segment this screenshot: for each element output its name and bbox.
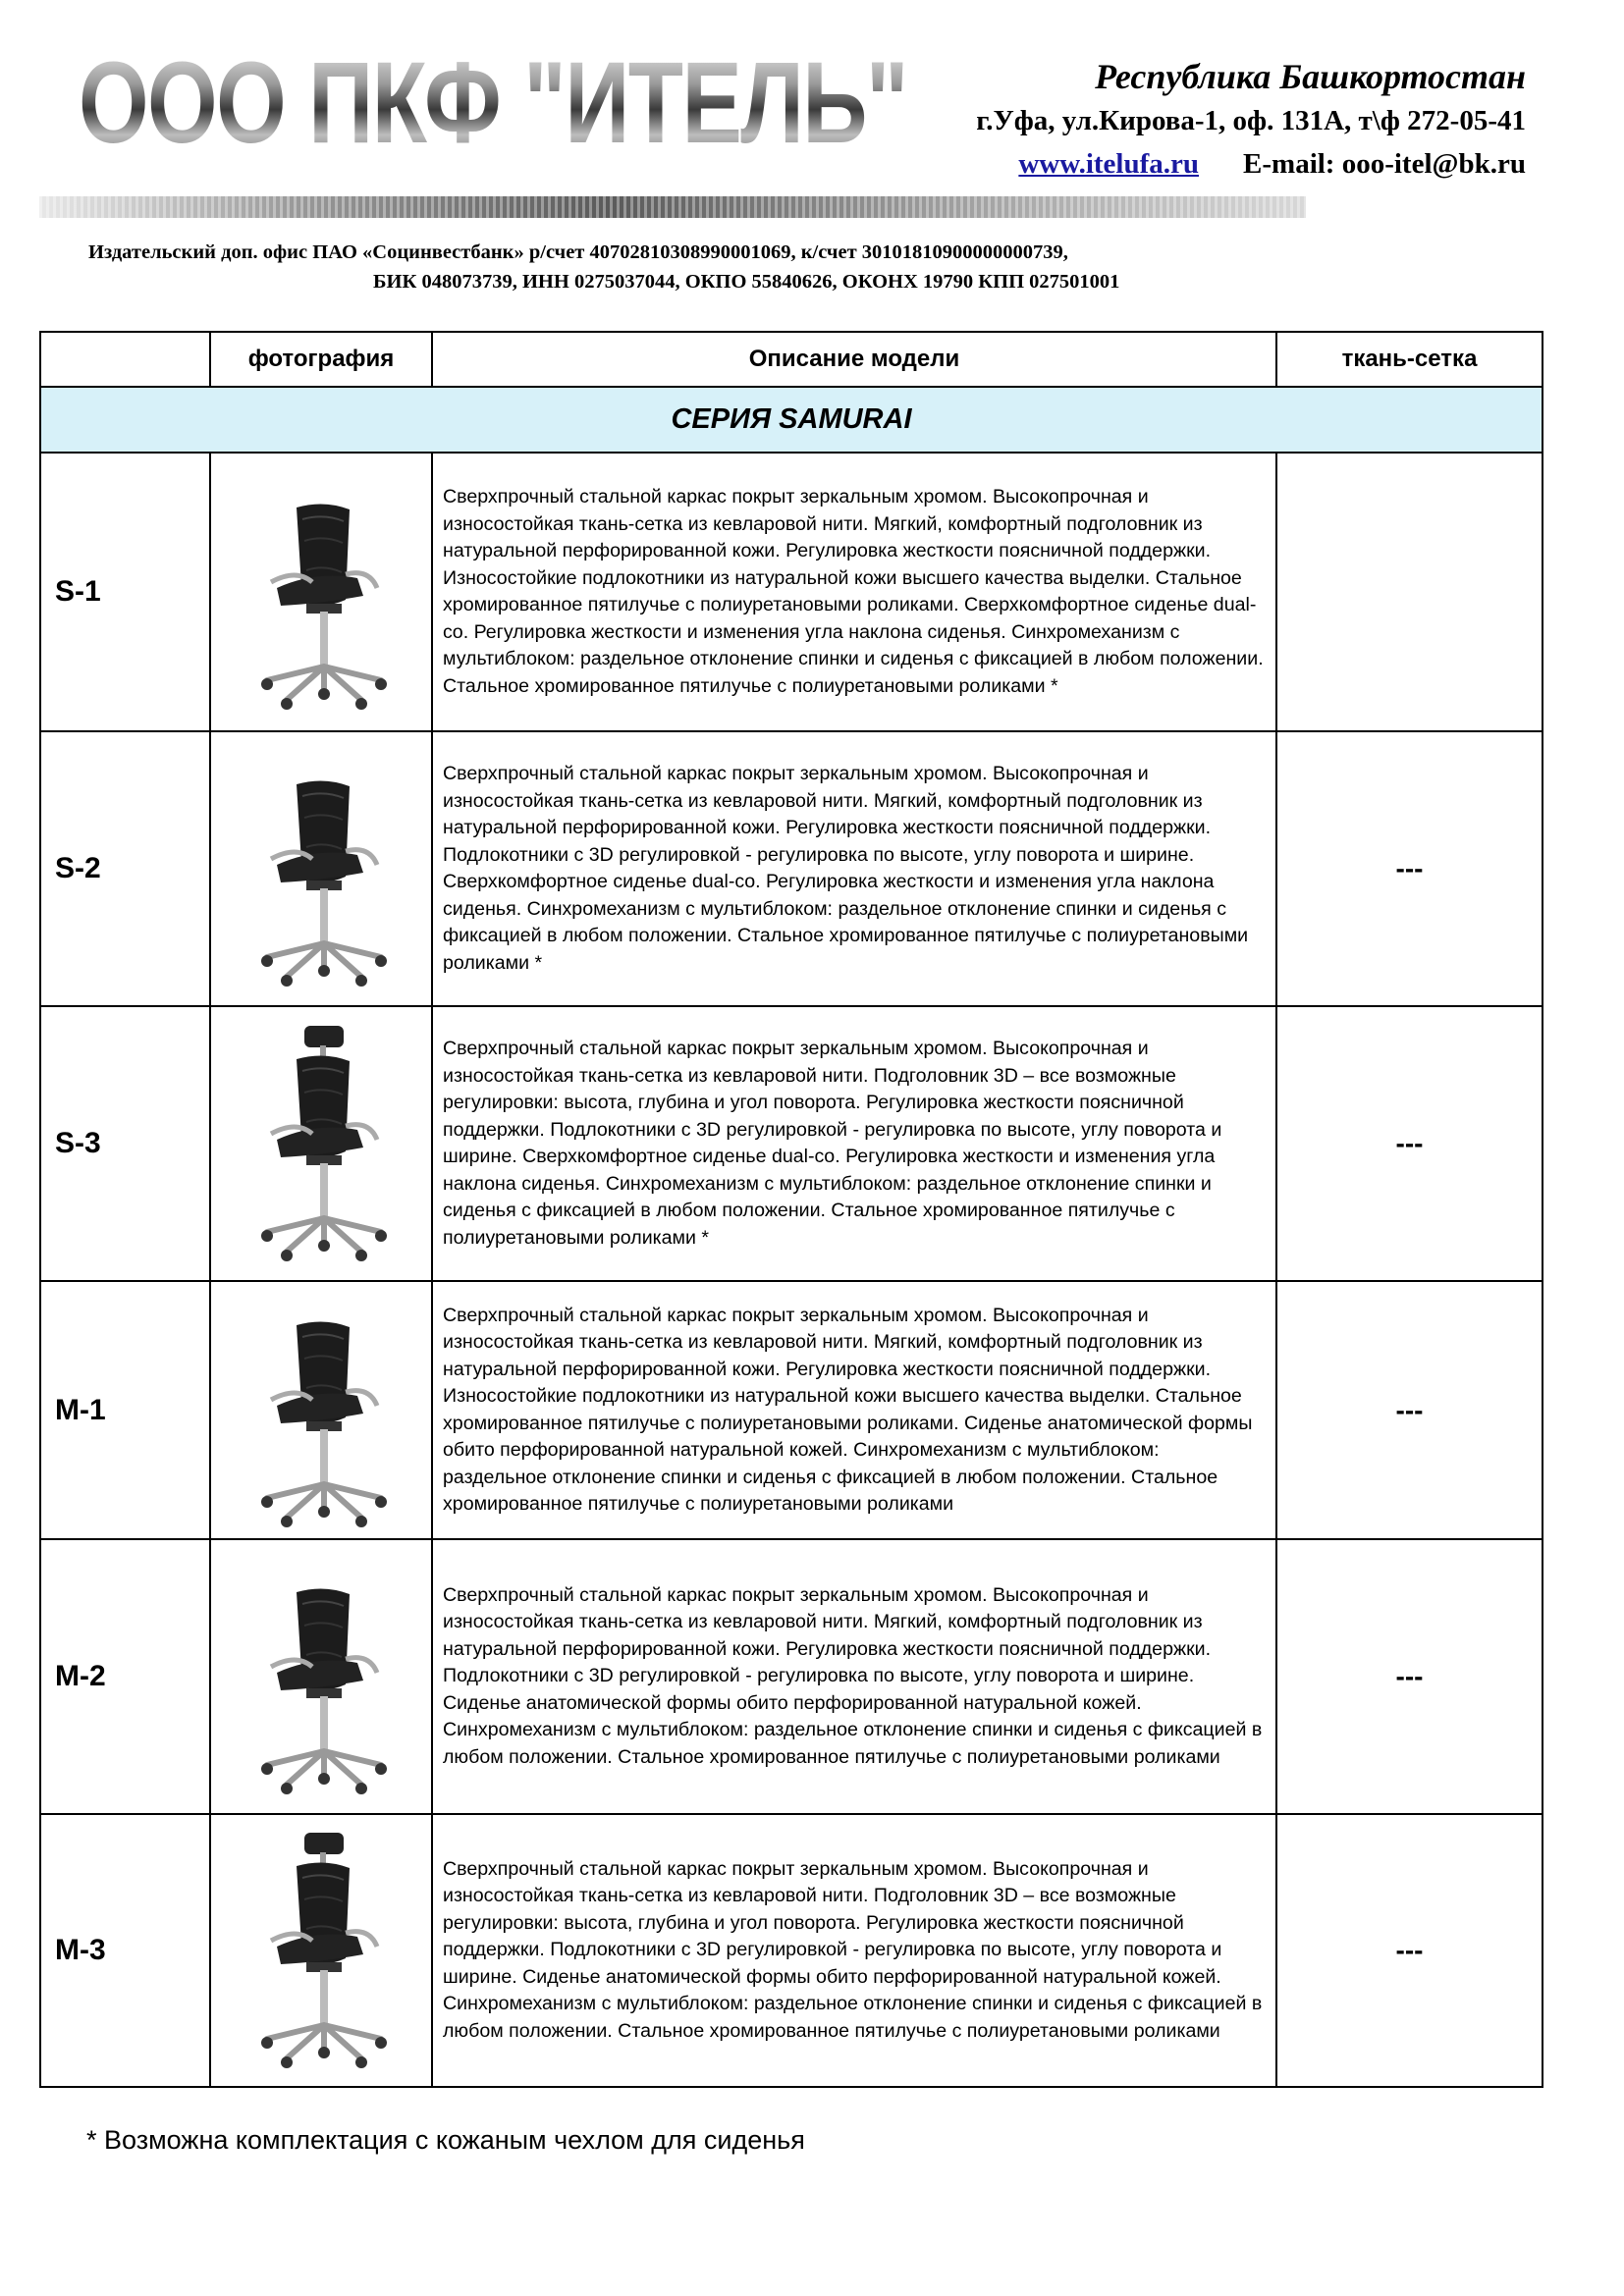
chair-photo [247, 472, 395, 713]
chair-photo [247, 1024, 395, 1264]
photo-cell [210, 1814, 432, 2087]
mesh-value [1276, 453, 1543, 731]
header-code [40, 332, 210, 387]
mesh-value: --- [1276, 1281, 1543, 1539]
photo-cell [210, 453, 432, 731]
bank-details [88, 238, 1119, 296]
header-mesh: ткань-сетка [1276, 332, 1543, 387]
contacts-block [976, 54, 1526, 186]
chair-photo [247, 1557, 395, 1797]
email-text: E-mail: ooo-itel@bk.ru [1243, 148, 1526, 180]
series-title: СЕРИЯ SAMURAI [40, 387, 1543, 453]
bank-line-2: БИК 048073739, ИНН 0275037044, ОКПО 55840626, ОКОНХ 19790 КПП 027501001 [373, 271, 1120, 293]
table-row [40, 1281, 1543, 1539]
table-row [40, 731, 1543, 1006]
table-header-row [40, 332, 1543, 387]
photo-cell [210, 1281, 432, 1539]
model-code: S-1 [40, 453, 210, 731]
models-table [39, 331, 1543, 2088]
website-link[interactable]: www.itelufa.ru [1018, 148, 1200, 180]
photo-cell [210, 1539, 432, 1814]
model-description: Сверхпрочный стальной каркас покрыт зеркальным хромом. Высокопрочная и износостойкая ткань-сетка из кевларовой нити. Мягкий, комфортный подголовник из натуральной перфорированной кожи. Регулировка жесткости поясничной поддержки. Подлокотники с 3D регулировкой - регулировка по высоте, углу поворота и ширине. Сверхкомфортное сиденье dual-co. Регулировка жесткости и изменения угла наклона сиденья. Синхромеханизм с мультиблоком: раздельное отклонение спинки и сиденья с фиксацией в любом положении. Стальное хромированное пятилучье с полиуретановыми роликами * [432, 731, 1276, 1006]
model-description: Сверхпрочный стальной каркас покрыт зеркальным хромом. Высокопрочная и износостойкая ткань-сетка из кевларовой нити. Подголовник 3D – все возможные регулировки: высота, глубина и угол поворота. Регулировка жесткости поясничной поддержки. Подлокотники с 3D регулировкой - регулировка по высоте, углу поворота и ширине. Сиденье анатомической формы обито перфорированной натуральной кожей. Синхромеханизм с мультиблоком: раздельное отклонение спинки и сиденья с фиксацией в любом положении. Стальное хромированное пятилучье с полиуретановыми роликами [432, 1814, 1276, 2087]
address-line: г.Уфа, ул.Кирова-1, оф. 131А, т\ф 272-05-41 [976, 105, 1526, 136]
bank-line-1: Издательский доп. офис ПАО «Социнвестбанк» р/счет 40702810308990001069, к/счет 30101810900000000739, [88, 241, 1068, 263]
model-description: Сверхпрочный стальной каркас покрыт зеркальным хромом. Высокопрочная и износостойкая ткань-сетка из кевларовой нити. Мягкий, комфортный подголовник из натуральной перфорированной кожи. Регулировка жесткости поясничной поддержки. Износостойкие подлокотники из натуральной кожи высшего качества выделки. Стальное хромированное пятилучье с полиуретановыми роликами. Сверхкомфортное сиденье dual-co. Регулировка жесткости и изменения угла наклона сиденья. Синхромеханизм с мультиблоком: раздельное отклонение спинки и сиденья с фиксацией в любом положении. Стальное хромированное пятилучье с полиуретановыми роликами * [432, 453, 1276, 731]
mesh-value: --- [1276, 1814, 1543, 2087]
web-email-line [976, 142, 1526, 186]
table-row [40, 1814, 1543, 2087]
table-row [40, 453, 1543, 731]
model-code: M-3 [40, 1814, 210, 2087]
model-code: M-1 [40, 1281, 210, 1539]
table-row [40, 1539, 1543, 1814]
logo-underline-bar [39, 196, 1306, 218]
chair-photo [247, 749, 395, 989]
logo-text: ООО ПКФ "ИТЕЛЬ" [79, 38, 907, 168]
model-description: Сверхпрочный стальной каркас покрыт зеркальным хромом. Высокопрочная и износостойкая ткань-сетка из кевларовой нити. Мягкий, комфортный подголовник из натуральной перфорированной кожи. Регулировка жесткости поясничной поддержки. Износостойкие подлокотники из натуральной кожи высшего качества выделки. Стальное хромированное пятилучье с полиуретановыми роликами. Сиденье анатомической формы обито перфорированной натуральной кожей. Синхромеханизм с мультиблоком: раздельное отклонение спинки и сиденья с фиксацией в любом положении. Стальное хромированное пятилучье с полиуретановыми роликами [432, 1281, 1276, 1539]
model-code: M-2 [40, 1539, 210, 1814]
footnote: * Возможна комплектация с кожаным чехлом для сиденья [86, 2125, 805, 2155]
mesh-value: --- [1276, 1539, 1543, 1814]
mesh-value: --- [1276, 1006, 1543, 1281]
model-description: Сверхпрочный стальной каркас покрыт зеркальным хромом. Высокопрочная и износостойкая ткань-сетка из кевларовой нити. Мягкий, комфортный подголовник из натуральной перфорированной кожи. Регулировка жесткости поясничной поддержки. Подлокотники с 3D регулировкой - регулировка по высоте, углу поворота и ширине. Сиденье анатомической формы обито перфорированной натуральной кожей. Синхромеханизм с мультиблоком: раздельное отклонение спинки и сиденья с фиксацией в любом положении. Стальное хромированное пятилучье с полиуретановыми роликами [432, 1539, 1276, 1814]
model-code: S-2 [40, 731, 210, 1006]
mesh-value: --- [1276, 731, 1543, 1006]
photo-cell [210, 731, 432, 1006]
company-logo [79, 38, 907, 168]
header-photo: фотография [210, 332, 432, 387]
chair-photo [247, 1831, 395, 2071]
series-row [40, 387, 1543, 453]
table-row [40, 1006, 1543, 1281]
region-title: Республика Башкортостан [1095, 57, 1526, 96]
header-description: Описание модели [432, 332, 1276, 387]
chair-photo [247, 1290, 395, 1530]
photo-cell [210, 1006, 432, 1281]
model-code: S-3 [40, 1006, 210, 1281]
model-description: Сверхпрочный стальной каркас покрыт зеркальным хромом. Высокопрочная и износостойкая ткань-сетка из кевларовой нити. Подголовник 3D – все возможные регулировки: высота, глубина и угол поворота. Регулировка жесткости поясничной поддержки. Подлокотники с 3D регулировкой - регулировка по высоте, углу поворота и ширине. Сверхкомфортное сиденье dual-co. Регулировка жесткости и изменения угла наклона сиденья. Синхромеханизм с мультиблоком: раздельное отклонение спинки и сиденья с фиксацией в любом положении. Стальное хромированное пятилучье с полиуретановыми роликами * [432, 1006, 1276, 1281]
